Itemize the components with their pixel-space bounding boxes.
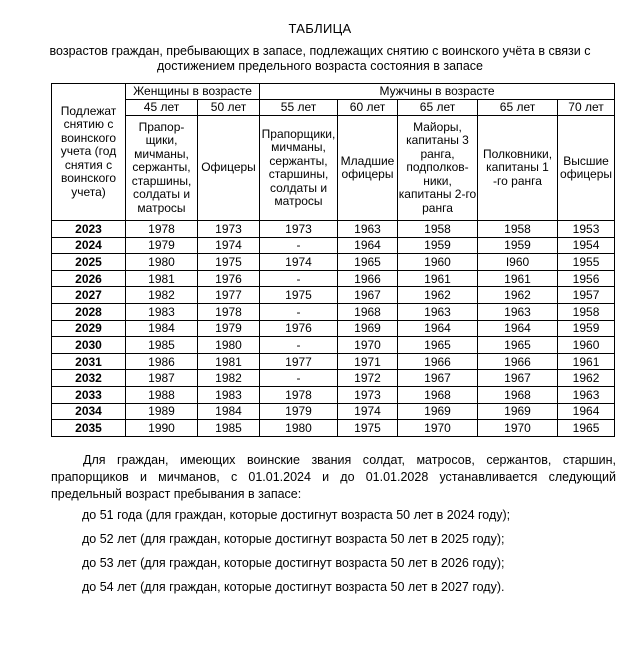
year-cell: 2025 <box>52 254 126 271</box>
birth-year-cell: 1969 <box>478 403 558 420</box>
birth-year-cell: 1964 <box>398 320 478 337</box>
age-header: 65 лет <box>398 100 478 116</box>
age-header: 45 лет <box>126 100 198 116</box>
birth-year-cell: 1961 <box>558 353 615 370</box>
birth-year-cell: 1964 <box>558 403 615 420</box>
birth-year-cell: 1976 <box>260 320 338 337</box>
group-header-women: Женщины в возрасте <box>126 84 260 100</box>
birth-year-cell: 1963 <box>398 303 478 320</box>
birth-year-cell: 1971 <box>338 353 398 370</box>
table-row <box>52 303 615 320</box>
birth-year-cell: 1968 <box>338 303 398 320</box>
category-header: Высшие офицеры <box>558 116 615 221</box>
group-header-men: Мужчины в возрасте <box>260 84 615 100</box>
birth-year-cell: 1960 <box>558 337 615 354</box>
year-cell: 2030 <box>52 337 126 354</box>
table-row <box>52 221 615 238</box>
birth-year-cell: 1972 <box>338 370 398 387</box>
year-cell: 2035 <box>52 420 126 437</box>
retirement-age-table <box>51 83 615 437</box>
birth-year-cell: I960 <box>478 254 558 271</box>
birth-year-cell: 1978 <box>126 221 198 238</box>
birth-year-cell: 1976 <box>198 270 260 287</box>
birth-year-cell: 1965 <box>558 420 615 437</box>
subtitle-line-2: достижением предельного возраста состояния в запасе <box>157 59 483 73</box>
category-header: Прапор-щики, мичманы, сержанты, старшины, солдаты и матросы <box>126 116 198 221</box>
birth-year-cell: 1987 <box>126 370 198 387</box>
age-header: 70 лет <box>558 100 615 116</box>
birth-year-cell: 1988 <box>126 386 198 403</box>
birth-year-cell: 1981 <box>126 270 198 287</box>
birth-year-cell: 1969 <box>398 403 478 420</box>
age-header: 55 лет <box>260 100 338 116</box>
birth-year-cell: 1966 <box>398 353 478 370</box>
year-cell: 2033 <box>52 386 126 403</box>
birth-year-cell: 1970 <box>398 420 478 437</box>
birth-year-cell: 1965 <box>338 254 398 271</box>
birth-year-cell: 1953 <box>558 221 615 238</box>
birth-year-cell: 1957 <box>558 287 615 304</box>
birth-year-cell: 1989 <box>126 403 198 420</box>
table-row <box>52 270 615 287</box>
birth-year-cell: 1983 <box>126 303 198 320</box>
birth-year-cell: 1959 <box>478 237 558 254</box>
document-title: ТАБЛИЦА <box>288 21 352 36</box>
birth-year-cell: - <box>260 237 338 254</box>
table-row <box>52 403 615 420</box>
birth-year-cell: 1958 <box>558 303 615 320</box>
table-row <box>52 254 615 271</box>
birth-year-cell: 1964 <box>338 237 398 254</box>
birth-year-cell: - <box>260 270 338 287</box>
birth-year-cell: 1973 <box>338 386 398 403</box>
year-cell: 2026 <box>52 270 126 287</box>
birth-year-cell: 1984 <box>126 320 198 337</box>
list-item: до 53 лет (для граждан, которые достигнут возраста 50 лет в 2026 году); <box>82 556 505 570</box>
table-row <box>52 420 615 437</box>
birth-year-cell: 1975 <box>338 420 398 437</box>
birth-year-cell: 1966 <box>338 270 398 287</box>
age-header: 60 лет <box>338 100 398 116</box>
list-item: до 52 лет (для граждан, которые достигнут возраста 50 лет в 2025 году); <box>82 532 505 546</box>
birth-year-cell: 1974 <box>338 403 398 420</box>
year-cell: 2028 <box>52 303 126 320</box>
birth-year-cell: 1961 <box>478 270 558 287</box>
birth-year-cell: 1973 <box>260 221 338 238</box>
birth-year-cell: 1967 <box>478 370 558 387</box>
birth-year-cell: - <box>260 337 338 354</box>
table-row <box>52 237 615 254</box>
birth-year-cell: 1986 <box>126 353 198 370</box>
birth-year-cell: 1962 <box>478 287 558 304</box>
birth-year-cell: 1975 <box>198 254 260 271</box>
birth-year-cell: 1956 <box>558 270 615 287</box>
birth-year-cell: 1980 <box>260 420 338 437</box>
year-cell: 2031 <box>52 353 126 370</box>
birth-year-cell: 1975 <box>260 287 338 304</box>
table-row <box>52 320 615 337</box>
birth-year-cell: 1977 <box>260 353 338 370</box>
birth-year-cell: 1960 <box>398 254 478 271</box>
birth-year-cell: 1965 <box>398 337 478 354</box>
birth-year-cell: 1967 <box>338 287 398 304</box>
year-cell: 2023 <box>52 221 126 238</box>
list-item: до 51 года (для граждан, которые достигнут возраста 50 лет в 2024 году); <box>82 508 511 522</box>
birth-year-cell: 1968 <box>398 386 478 403</box>
birth-year-cell: 1967 <box>398 370 478 387</box>
birth-year-cell: 1965 <box>478 337 558 354</box>
table-row <box>52 370 615 387</box>
birth-year-cell: 1979 <box>198 320 260 337</box>
year-cell: 2032 <box>52 370 126 387</box>
birth-year-cell: 1984 <box>198 403 260 420</box>
birth-year-cell: 1968 <box>478 386 558 403</box>
category-header: Прапорщики, мичманы, сержанты, старшины, солдаты и матросы <box>260 116 338 221</box>
birth-year-cell: 1958 <box>398 221 478 238</box>
category-header: Майоры, капитаны 3 ранга, подполков-ники, капитаны 2-го ранга <box>398 116 478 221</box>
birth-year-cell: 1978 <box>198 303 260 320</box>
birth-year-cell: - <box>260 370 338 387</box>
body-paragraph: Для граждан, имеющих воинские звания солдат, матросов, сержантов, старшин, прапорщиков и мичманов, с 01.01.2024 и до 01.01.2028 устанавливается следующий предельный возраст пребывания в запасе: <box>51 453 616 501</box>
birth-year-cell: 1985 <box>126 337 198 354</box>
birth-year-cell: 1962 <box>398 287 478 304</box>
corner-header: Подлежат снятию с воинского учета (год снятия с воинского учета) <box>52 84 126 221</box>
birth-year-cell: 1963 <box>338 221 398 238</box>
birth-year-cell: 1959 <box>558 320 615 337</box>
birth-year-cell: 1981 <box>198 353 260 370</box>
table-row <box>52 353 615 370</box>
age-header: 50 лет <box>198 100 260 116</box>
table-row <box>52 287 615 304</box>
birth-year-cell: 1974 <box>260 254 338 271</box>
birth-year-cell: 1954 <box>558 237 615 254</box>
birth-year-cell: 1961 <box>398 270 478 287</box>
birth-year-cell: 1982 <box>198 370 260 387</box>
table-row <box>52 386 615 403</box>
birth-year-cell: 1985 <box>198 420 260 437</box>
birth-year-cell: - <box>260 303 338 320</box>
birth-year-cell: 1962 <box>558 370 615 387</box>
table-row <box>52 337 615 354</box>
age-header: 65 лет <box>478 100 558 116</box>
birth-year-cell: 1963 <box>558 386 615 403</box>
birth-year-cell: 1970 <box>478 420 558 437</box>
year-cell: 2034 <box>52 403 126 420</box>
birth-year-cell: 1969 <box>338 320 398 337</box>
list-item: до 54 лет (для граждан, которые достигнут возраста 50 лет в 2027 году). <box>82 580 505 594</box>
birth-year-cell: 1978 <box>260 386 338 403</box>
birth-year-cell: 1955 <box>558 254 615 271</box>
subtitle-line-1: возрастов граждан, пребывающих в запасе, подлежащих снятию с воинского учёта в связи с <box>49 44 591 58</box>
birth-year-cell: 1974 <box>198 237 260 254</box>
birth-year-cell: 1964 <box>478 320 558 337</box>
birth-year-cell: 1980 <box>198 337 260 354</box>
birth-year-cell: 1979 <box>126 237 198 254</box>
category-header: Офицеры <box>198 116 260 221</box>
year-cell: 2024 <box>52 237 126 254</box>
category-header: Младшие офицеры <box>338 116 398 221</box>
birth-year-cell: 1979 <box>260 403 338 420</box>
year-cell: 2027 <box>52 287 126 304</box>
birth-year-cell: 1958 <box>478 221 558 238</box>
birth-year-cell: 1973 <box>198 221 260 238</box>
birth-year-cell: 1959 <box>398 237 478 254</box>
category-header: Полковники, капитаны 1 -го ранга <box>478 116 558 221</box>
birth-year-cell: 1982 <box>126 287 198 304</box>
document-subtitle <box>40 44 600 74</box>
birth-year-cell: 1963 <box>478 303 558 320</box>
birth-year-cell: 1966 <box>478 353 558 370</box>
birth-year-cell: 1970 <box>338 337 398 354</box>
birth-year-cell: 1980 <box>126 254 198 271</box>
birth-year-cell: 1977 <box>198 287 260 304</box>
birth-year-cell: 1983 <box>198 386 260 403</box>
birth-year-cell: 1990 <box>126 420 198 437</box>
year-cell: 2029 <box>52 320 126 337</box>
